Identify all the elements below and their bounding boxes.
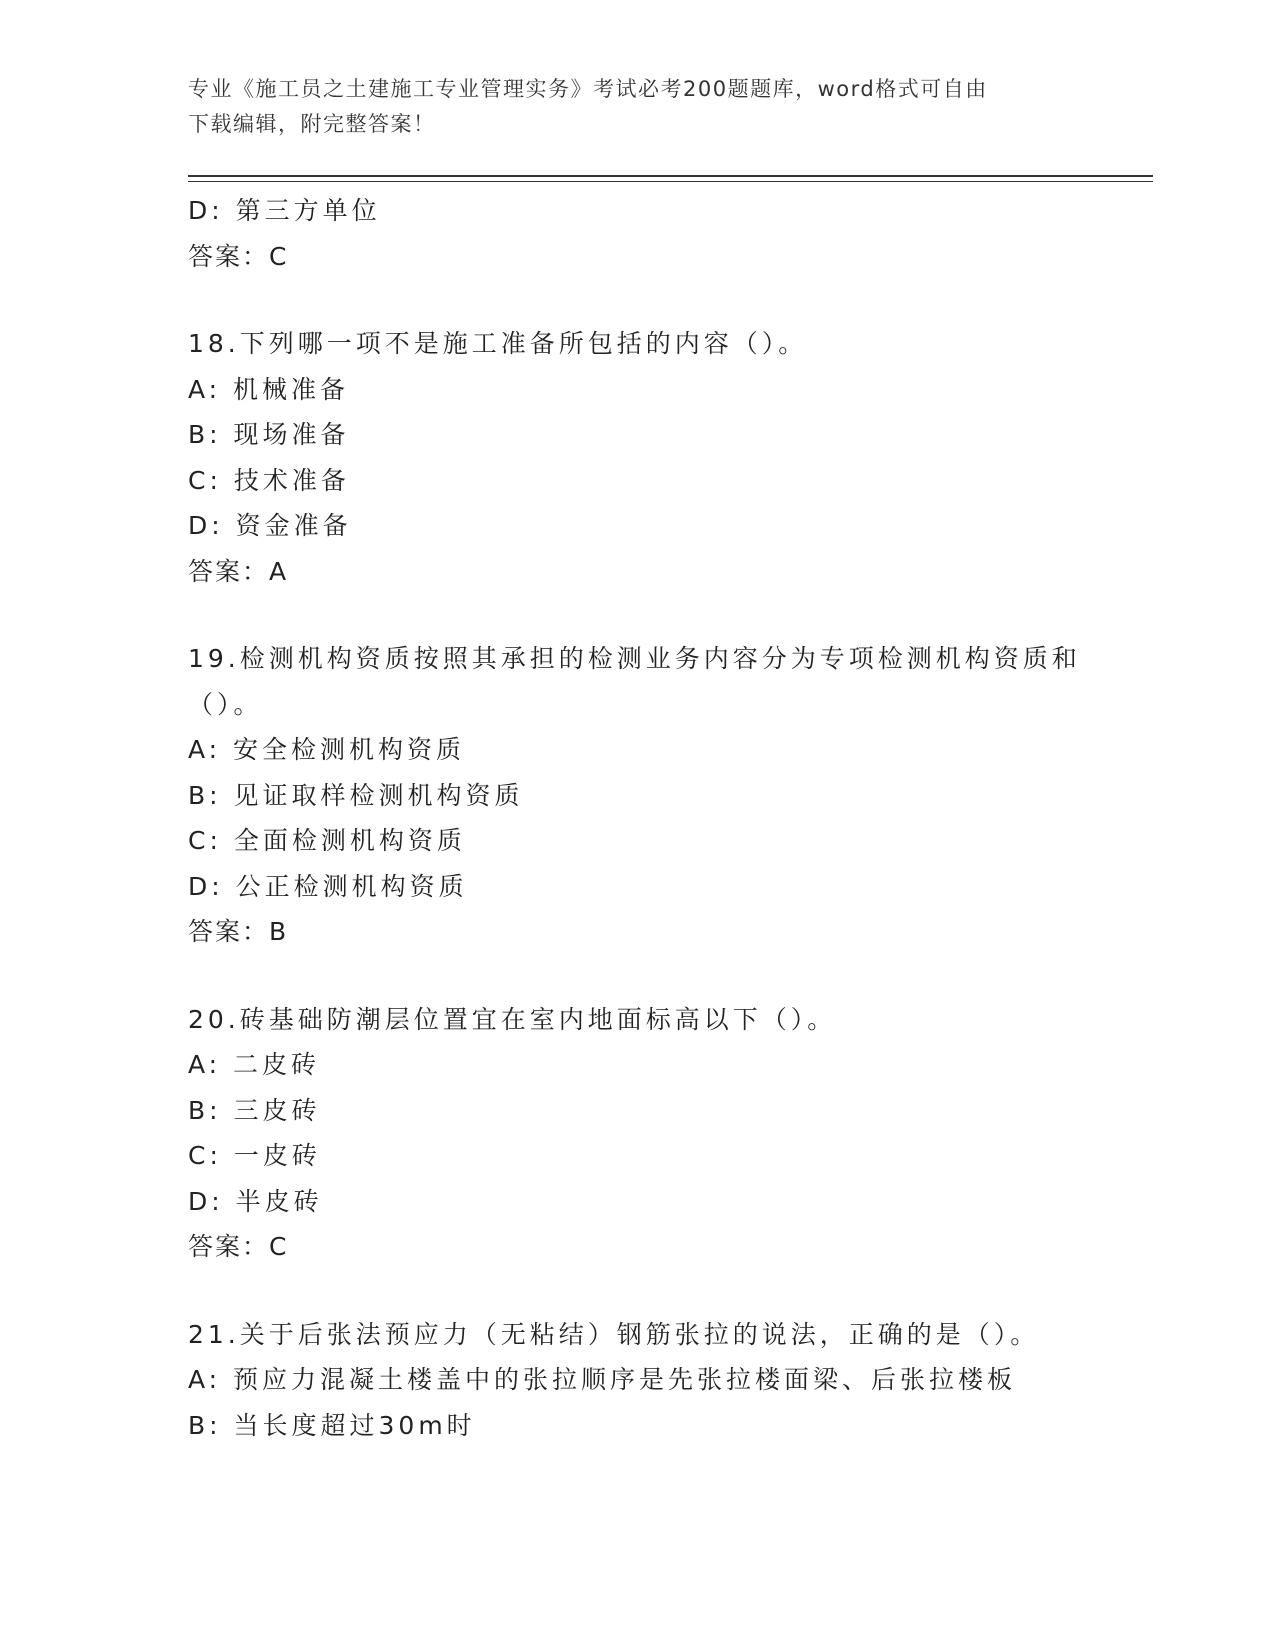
question-20-stem: 20.砖基础防潮层位置宜在室内地面标高以下（）。 (188, 1004, 837, 1034)
question-19-option-b: B: 见证取样检测机构资质 (188, 780, 524, 810)
question-list (188, 188, 1088, 1448)
spacer (188, 955, 1088, 997)
question-21-stem: 21.关于后张法预应力（无粘结）钢筋张拉的说法，正确的是（）。 (188, 1319, 1040, 1349)
question-20-answer: 答案：C (188, 1232, 289, 1261)
question-18-option-b: B: 现场准备 (188, 420, 350, 449)
question-19-answer: 答案：B (188, 917, 289, 946)
spacer (188, 279, 1088, 321)
question-21-option-a: A: 预应力混凝土楼盖中的张拉顺序是先张拉楼面梁、后张拉楼板 (188, 1365, 1017, 1394)
question-19-option-d: D: 公正检测机构资质 (188, 871, 468, 901)
question-20-option-b: B: 三皮砖 (188, 1095, 321, 1125)
question-21-option-b: B: 当长度超过30m时 (188, 1410, 476, 1440)
document-header (188, 72, 1088, 142)
question-19-stem-continued: （）。 (188, 689, 263, 719)
header-divider (188, 175, 1153, 177)
question-20-option-c: C: 一皮砖 (188, 1141, 321, 1170)
spacer (188, 594, 1088, 636)
question-20-option-d: D: 半皮砖 (188, 1186, 323, 1216)
question-19-stem: 19.检测机构资质按照其承担的检测业务内容分为专项检测机构资质和 (188, 644, 1081, 673)
prev-option-d: D: 第三方单位 (188, 196, 381, 225)
question-19-option-c: C: 全面检测机构资质 (188, 826, 466, 855)
prev-answer: 答案：C (188, 241, 289, 271)
question-18-stem: 18.下列哪一项不是施工准备所包括的内容（）。 (188, 329, 808, 358)
question-20-option-a: A: 二皮砖 (188, 1050, 321, 1079)
header-divider-thin (188, 181, 1153, 182)
question-19-option-a: A: 安全检测机构资质 (188, 735, 466, 764)
question-18-answer: 答案：A (188, 556, 289, 586)
header-line-1: 专业《施工员之土建施工专业管理实务》考试必考200题题库，word格式可自由 (188, 77, 988, 101)
spacer (188, 1270, 1088, 1312)
question-18-option-a: A: 机械准备 (188, 374, 350, 404)
header-line-2: 下载编辑，附完整答案！ (188, 112, 436, 136)
question-18-option-c: C: 技术准备 (188, 465, 350, 495)
question-18-option-d: D: 资金准备 (188, 511, 352, 540)
